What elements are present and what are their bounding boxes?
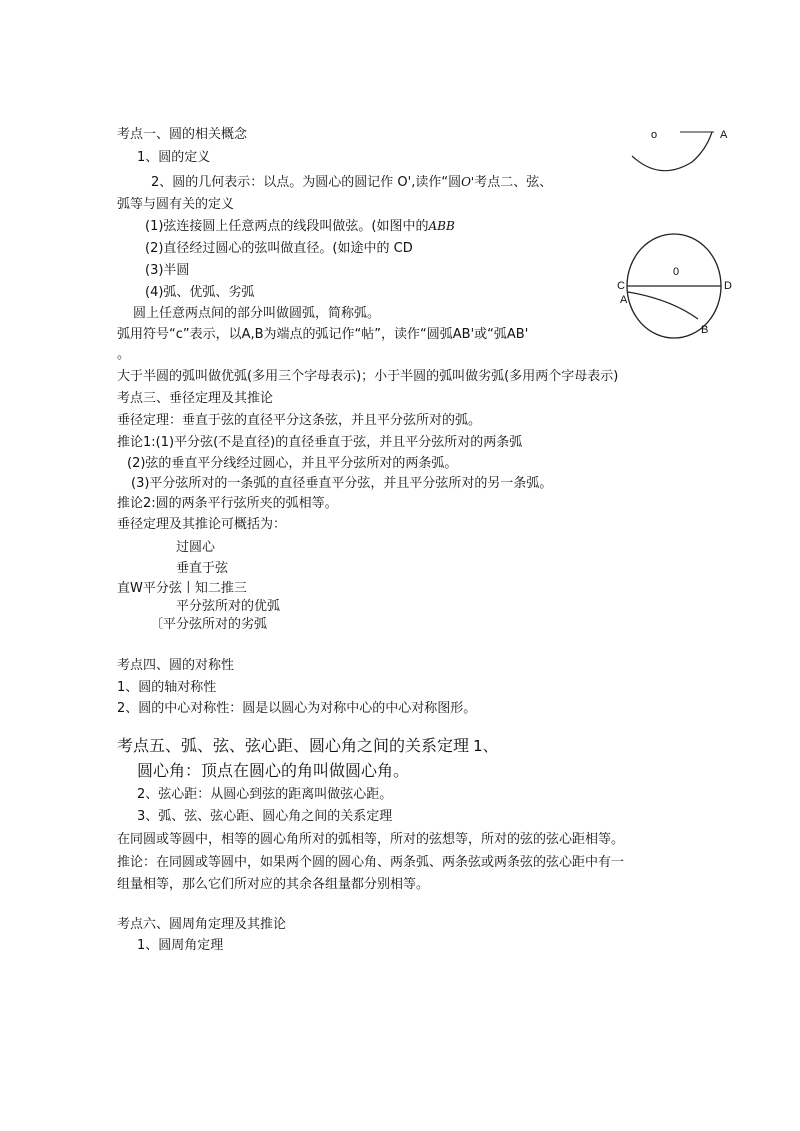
relation-corollary: 推论：在同圆或等圆中，如果两个圆的圆心角、两条弧、两条弦或两条弦的弦心距中有一 (117, 855, 625, 870)
summary-item: 平分弦所对的优弧 (176, 599, 281, 614)
section-5-heading-number: 1、 (473, 737, 498, 755)
section-2-heading-inline: 考点二、弦、 (474, 175, 553, 190)
theorem-summary: 垂径定理及其推论可概括为： (117, 517, 287, 532)
corollary-2: 推论2:圆的两条平行弦所夹的弧相等。 (117, 496, 338, 511)
chord-definition-text: (1)弦连接圆上任意两点的线段叫做弦。(如图中的 (145, 219, 429, 234)
point-d-label: D (724, 280, 732, 292)
axial-symmetry: 1、圆的轴对称性 (117, 680, 217, 695)
relation-corollary-cont: 组量相等，那么它们所对应的其余各组量都分别相等。 (117, 877, 430, 892)
circle-figure (612, 225, 742, 345)
geometric-representation-o: O' (461, 175, 475, 189)
point-b-label: B (701, 324, 709, 336)
circle-definition: 1、圆的定义 (137, 150, 211, 165)
arc-symbol: 弧用符号“c”表示，以A,B为端点的弧记作“帖”，读作“圆弧AB'或“弧AB' (117, 327, 529, 342)
arc-point-label: A (720, 129, 728, 141)
section-2-heading-cont: 弧等与圆有关的定义 (117, 197, 235, 212)
central-angle-definition: 圆心角：顶点在圆心的角叫做圆心角。 (137, 761, 410, 780)
chord-ab (628, 292, 698, 319)
arc-curve (632, 132, 712, 171)
chord-definition (145, 220, 455, 233)
arc-center-label: o (651, 129, 658, 141)
geometric-representation-text: 2、圆的几何表示：以点。为圆心的圆记作 O',读作“圆 (151, 175, 462, 190)
major-minor-arc: 大于半圆的弧叫做优弧(多用三个字母表示)；小于半圆的弧叫做劣弧(多用两个字母表示) (117, 369, 619, 384)
central-symmetry: 2、圆的中心对称性：圆是以圆心为对称中心的中心对称图形。 (117, 701, 477, 716)
relation-theorem: 在同圆或等圆中，相等的圆心角所对的弧相等，所对的弦想等，所对的弦的弦心距相等。 (117, 832, 625, 847)
section-1-heading: 考点一、圆的相关概念 (117, 127, 248, 142)
summary-item: 直W平分弦丨知二推三 (117, 581, 247, 596)
arcs-item: (4)弧、优弧、劣弧 (145, 285, 255, 300)
corollary-1-part-3: (3)平分弦所对的一条弧的直径垂直平分弦，并且平分弦所对的另一条弧。 (131, 476, 553, 491)
geometric-representation (151, 176, 552, 189)
section-6-heading: 考点六、圆周角定理及其推论 (117, 917, 287, 932)
corollary-1: 推论1:(1)平分弦(不是直径)的直径垂直于弦，并且平分弦所对的两条弧 (117, 435, 523, 450)
section-3-heading: 考点三、垂径定理及其推论 (117, 391, 274, 406)
diameter-definition: (2)直径经过圆心的弦叫做直径。(如途中的 CD (145, 241, 413, 256)
point-c-label: C (617, 280, 625, 292)
perpendicular-diameter-theorem: 垂径定理：垂直于弦的直径平分这条弦，并且平分弦所对的弧。 (117, 413, 482, 428)
chord-example-label: ABB (428, 219, 455, 233)
chord-distance-definition: 2、弦心距：从圆心到弦的距离叫做弦心距。 (137, 787, 393, 802)
center-label: 0 (673, 266, 680, 278)
summary-item: 垂直于弦 (176, 561, 229, 576)
relation-theorem-title: 3、弧、弦、弦心距、圆心角之间的关系定理 (137, 809, 393, 824)
point-a-label: A (620, 294, 628, 306)
corollary-1-part-2: (2)弦的垂直平分线经过圆心，并且平分弦所对的两条弧。 (127, 456, 458, 471)
section-4-heading: 考点四、圆的对称性 (117, 658, 235, 673)
section-5-heading-text: 考点五、弧、弦、弦心距、圆心角之间的关系定理 (117, 736, 470, 755)
arc-symbol-end: 。 (117, 347, 131, 362)
arc-definition: 圆上任意两点间的部分叫做圆弧，简称弧。 (133, 306, 381, 321)
section-5-heading (117, 738, 498, 754)
summary-item: 〔平分弦所对的劣弧 (150, 617, 268, 632)
arc-figure (620, 120, 730, 180)
semicircle-item: (3)半圆 (145, 263, 190, 278)
summary-item: 过圆心 (176, 540, 216, 555)
inscribed-angle-theorem: 1、圆周角定理 (137, 938, 224, 953)
